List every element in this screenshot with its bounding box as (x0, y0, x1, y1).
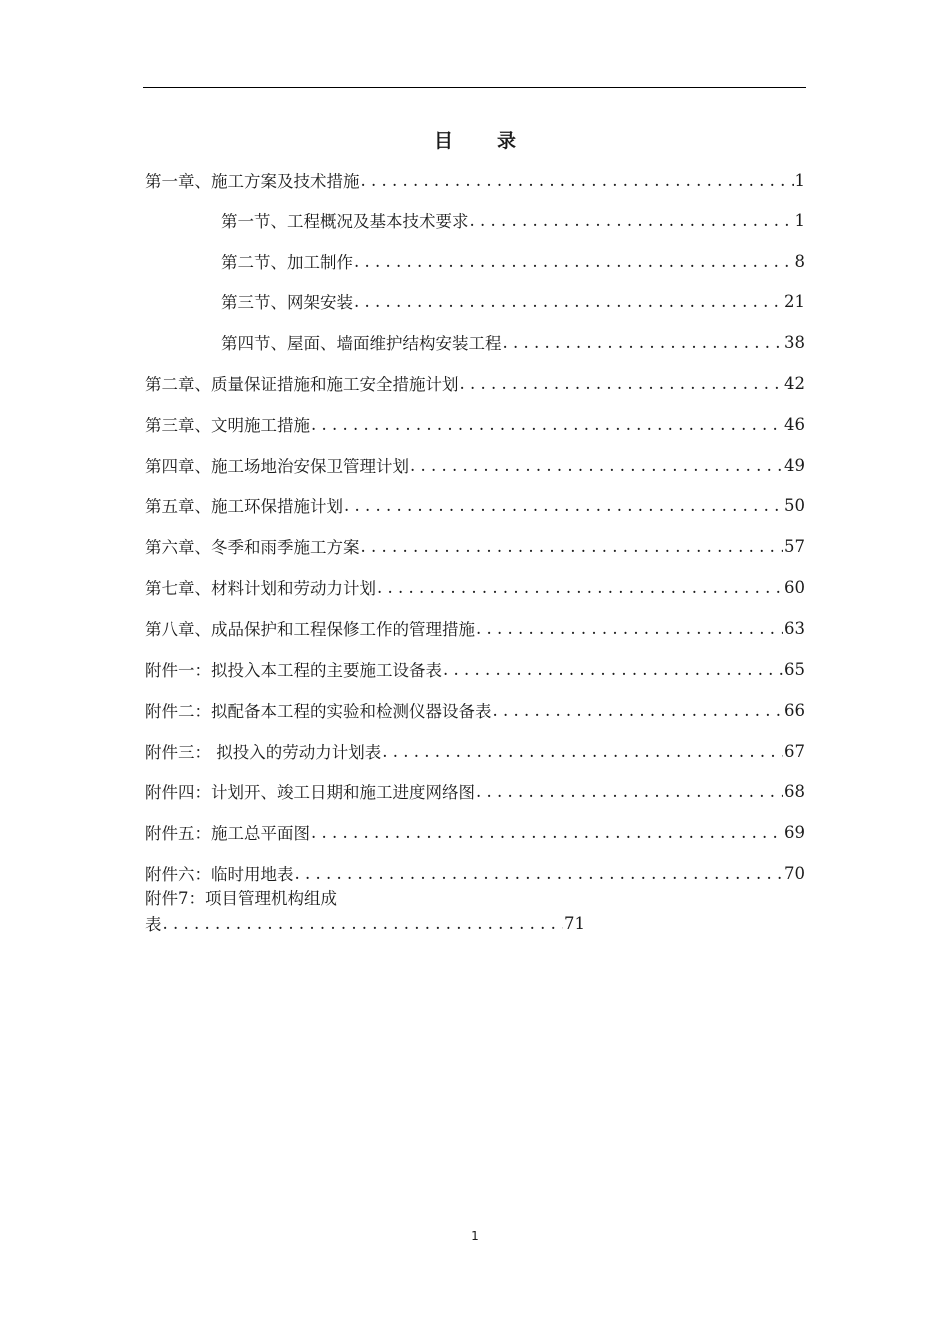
toc-entry-label: 第六章、冬季和雨季施工方案 (145, 538, 360, 557)
dot-leader (361, 171, 794, 190)
toc-entry-appendix-2[interactable] (145, 697, 805, 723)
toc-entry-label: 第八章、成品保护和工程保修工作的管理措施 (145, 620, 475, 639)
toc-entry-chapter-6[interactable] (145, 533, 805, 559)
dot-leader (476, 619, 783, 638)
toc-entry-label: 第二节、加工制作 (221, 253, 353, 272)
toc-entry-chapter-8[interactable] (145, 615, 805, 641)
page-title: 目录 (433, 130, 560, 152)
toc-entry-label: 第四章、施工场地治安保卫管理计划 (145, 457, 409, 476)
toc-entry-label: 第一节、工程概况及基本技术要求 (221, 212, 469, 231)
toc-entry-label: 第七章、材料计划和劳动力计划 (145, 579, 376, 598)
toc-entry-page: 66 (784, 700, 805, 720)
toc-entry-page: 63 (784, 618, 805, 638)
toc-entry-appendix-7-line1[interactable]: 附件7：项目管理机构组成 (145, 889, 337, 908)
dot-leader (382, 742, 783, 761)
toc-entry-page: 65 (784, 659, 805, 679)
dot-leader (295, 864, 784, 883)
toc-entry-page: 68 (784, 781, 805, 801)
toc-entry-label: 附件四：计划开、竣工日期和施工进度网络图 (145, 783, 475, 802)
toc-entry-section-4[interactable] (221, 329, 805, 355)
toc-entry-label: 附件六：临时用地表 (145, 865, 294, 884)
toc-entry-page: 70 (784, 863, 805, 883)
toc-entry-chapter-5[interactable] (145, 492, 805, 518)
toc-entry-label: 第五章、施工环保措施计划 (145, 497, 343, 516)
toc-entry-page: 42 (784, 373, 805, 393)
dot-leader (377, 578, 783, 597)
toc-entry-page: 49 (784, 455, 805, 475)
dot-leader (460, 374, 784, 393)
page-number: 1 (471, 1229, 479, 1243)
toc-entry-page: 57 (784, 536, 805, 556)
toc-entry-appendix-4[interactable] (145, 778, 805, 804)
dot-leader (476, 782, 783, 801)
toc-entry-section-3[interactable] (221, 288, 805, 314)
toc-entry-page: 1 (794, 210, 805, 230)
toc-entry-page: 46 (784, 414, 805, 434)
toc-entry-page: 69 (784, 822, 805, 842)
toc-entry-label: 附件五：施工总平面图 (145, 824, 310, 843)
toc-entry-page: 8 (794, 251, 805, 271)
dot-leader (311, 823, 783, 842)
toc-entry-page: 71 (564, 913, 585, 933)
dot-leader (311, 415, 783, 434)
toc-entry-page: 21 (784, 291, 805, 311)
toc-entry-label: 第四节、屋面、墙面维护结构安装工程 (221, 334, 502, 353)
toc-entry-appendix-6[interactable] (145, 860, 805, 886)
toc-entry-label: 表 (145, 915, 162, 934)
toc-entry-label: 第二章、质量保证措施和施工安全措施计划 (145, 375, 459, 394)
dot-leader (354, 292, 783, 311)
toc-entry-chapter-4[interactable] (145, 452, 805, 478)
dot-leader (163, 914, 564, 933)
toc-entry-appendix-5[interactable] (145, 819, 805, 845)
dot-leader (443, 660, 783, 679)
toc-entry-chapter-3[interactable] (145, 411, 805, 437)
toc-entry-label: 第三节、网架安装 (221, 293, 353, 312)
toc-entry-appendix-3[interactable] (145, 738, 805, 764)
toc-entry-page: 67 (784, 741, 805, 761)
toc-entry-page: 1 (794, 170, 805, 190)
dot-leader (354, 252, 794, 271)
dot-leader (361, 537, 784, 556)
toc-entry-section-2[interactable] (221, 248, 805, 274)
dot-leader (503, 333, 784, 352)
dot-leader (493, 701, 784, 720)
toc-entry-label: 附件二：拟配备本工程的实验和检测仪器设备表 (145, 702, 492, 721)
toc-entry-label: 附件三： 拟投入的劳动力计划表 (145, 743, 382, 762)
header-rule (143, 87, 806, 88)
toc-entry-chapter-2[interactable] (145, 370, 805, 396)
toc-entry-appendix-1[interactable] (145, 656, 805, 682)
toc-entry-label: 附件一：拟投入本工程的主要施工设备表 (145, 661, 442, 680)
toc-entry-label: 第一章、施工方案及技术措施 (145, 172, 360, 191)
toc-entry-page: 38 (784, 332, 805, 352)
dot-leader (410, 456, 783, 475)
toc-entry-chapter-7[interactable] (145, 574, 805, 600)
toc-entry-chapter-1[interactable] (145, 167, 805, 193)
toc-entry-label: 第三章、文明施工措施 (145, 416, 310, 435)
dot-leader (344, 496, 783, 515)
toc-entry-page: 60 (784, 577, 805, 597)
toc-entry-page: 50 (784, 495, 805, 515)
toc-entry-section-1[interactable] (221, 207, 805, 233)
toc-entry-appendix-7-line2[interactable] (145, 910, 585, 936)
dot-leader (470, 211, 794, 230)
